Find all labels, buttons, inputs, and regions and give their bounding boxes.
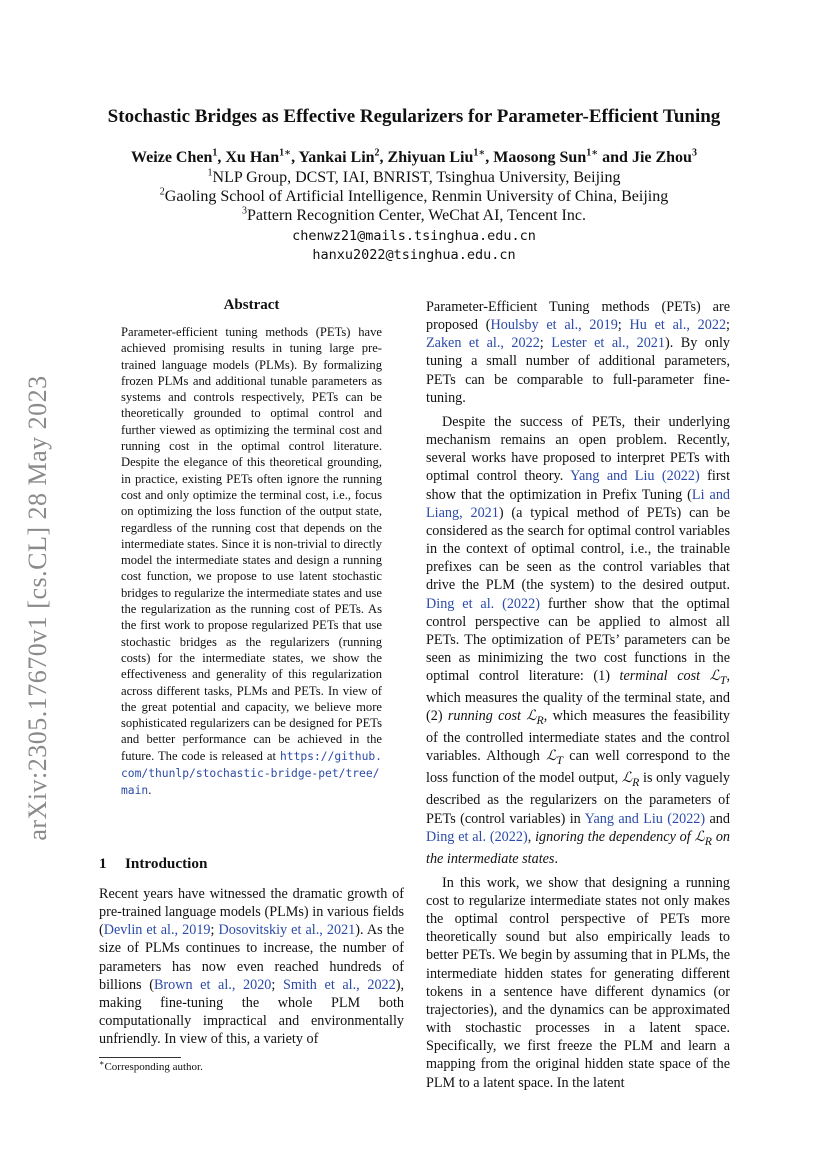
affiliation-text: Gaoling School of Artificial Intelligence, Renmin University of China, Beijing: [164, 188, 669, 205]
author: and Jie Zhou: [602, 149, 692, 166]
affiliation-text: NLP Group, DCST, IAI, BNRIST, Tsinghua University, Beijing: [212, 169, 621, 186]
affiliation-sup: 1: [207, 167, 213, 179]
citation-link[interactable]: Smith et al., 2022: [282, 976, 396, 993]
abstract-text: Parameter-efficient tuning methods (PETs) have achieved promising results in tuning large pre-trained language models (PLMs). By formalizing frozen PLMs and additional tunable parameters as systems and controls respectively, PETs can be theoretically grounded to optimal control and further viewed as optimizing the terminal cost and running cost in the optimal control literature. Despite the elegance of this theoretical grounding, in practice, existing PETs often ignore the running cost and only optimize the terminal cost, i.e., focus on optimizing the loss function of the output state, regardless of the running cost that depends on the intermediate states. Since it is non-trivial to directly model the intermediate states and design a running cost function, we propose to use latent stochastic bridges to regularize the intermediate states and use the regularization as the running cost of PETs. As the first work to propose regularized PETs that use stochastic bridges as the regularizers (running costs) for the intermediate states, we show the effectiveness and generality of this regularization across different tasks, PLMs and PETs. In view of the great potential and capacity, we believe more sophisticated regularizers can be designed for PETs and better performance can be achieved in the future. The code is released at: [121, 325, 382, 763]
math-char: ℒ: [709, 668, 720, 685]
text: ignoring the dependency of: [535, 828, 695, 845]
text: and: [705, 810, 730, 827]
citation-link[interactable]: Brown et al., 2020: [153, 976, 272, 993]
math-sub: T: [556, 753, 563, 768]
footnote-rule: [99, 1057, 181, 1058]
text: first show that the optimization in Prefix Tuning (: [426, 468, 731, 503]
text: on the intermediate states: [426, 828, 731, 867]
text: ;: [539, 335, 552, 352]
math-char: ℒ: [546, 748, 557, 765]
right-column: [426, 298, 730, 1092]
author-sup: 1: [212, 147, 218, 159]
text: Recent years have witnessed the dramatic growth of pre-trained language models (PLMs) in various fields (: [99, 886, 404, 939]
affiliation-sup: 3: [242, 205, 248, 217]
email[interactable]: hanxu2022@tsinghua.edu.cn: [312, 247, 516, 263]
footnote-mark: ∗: [99, 1058, 105, 1068]
citation-link[interactable]: Yang and Liu (2022): [584, 810, 706, 827]
section-number: 1: [99, 855, 107, 872]
text: ), making fine-tuning the whole PLM both computationally impractical and environmentally unfriendly. In view of this, a variety of: [99, 976, 405, 1048]
math-sub: R: [632, 775, 640, 790]
text: Parameter-Efficient Tuning methods (PETs) are proposed (: [426, 299, 730, 334]
affiliation-sup: 2: [159, 186, 165, 198]
paragraph: In this work, we show that designing a running cost to regularize intermediate states not only makes the optimal control perspective of PETs more theoretically sound but also empirically leads to better PETs. We begin by assuming that in PLMs, the intermediate hidden states for generating different tokens in a sentence have different dynamics (or trajectories), and the dynamics can be approximated with stochastic processes in a latent space. Specifically, we first freeze the PLM and learn a mapping from the original hidden state space of the PLM to a latent space. In the latent: [426, 874, 730, 1091]
math-sub: T: [719, 672, 727, 687]
author: Yankai Lin: [298, 149, 375, 166]
author-list: Weize Chen$^1$, Xu Han$^{1∗}$, Yankai Lin$^2$, Zhiyuan Liu$^{1∗}$, Maosong Sun$^{1∗}$ and Jie Zhou$^3$: [131, 147, 697, 166]
affiliation: [0, 169, 828, 187]
math-symbol: [709, 668, 727, 687]
citation-link[interactable]: Zaken et al., 2022: [426, 335, 540, 352]
affiliation: [0, 207, 828, 225]
email[interactable]: chenwz21@mails.tsinghua.edu.cn: [292, 228, 536, 244]
text: ). By only tuning a small number of additional parameters, PETs can be comparable to full-parameter fine-tuning.: [426, 335, 730, 406]
text: ;: [726, 317, 730, 334]
arxiv-identifier: [18, 358, 58, 858]
math-symbol: [621, 770, 640, 790]
paragraph: [426, 413, 730, 868]
citation-link[interactable]: Lester et al., 2021: [551, 335, 665, 352]
math-char: ℒ: [621, 770, 633, 787]
section-title: Introduction: [125, 855, 208, 872]
author: Weize Chen: [131, 149, 213, 166]
text: , which measures the feasibility of the controlled intermediate states and the control variables. Although: [426, 708, 731, 765]
text: ;: [210, 922, 219, 939]
author: Maosong Sun: [493, 149, 587, 166]
citation-link[interactable]: Ding et al. (2022): [426, 595, 540, 612]
paragraph: [426, 298, 730, 407]
text: , which measures the quality of the terminal state, and (2): [426, 668, 731, 725]
abstract-body: [121, 324, 382, 800]
affiliation-text: Pattern Recognition Center, WeChat AI, Tencent Inc.: [247, 207, 586, 224]
text: .: [554, 850, 558, 867]
author-sup: 2: [374, 147, 380, 159]
abstract-heading: Abstract: [223, 297, 280, 313]
math-symbol: [694, 828, 712, 848]
math-char: ℒ: [526, 708, 537, 725]
term: running cost: [447, 708, 521, 725]
footnote-text: Corresponding author.: [104, 1061, 203, 1073]
arxiv-identifier-text: arXiv:2305.17670v1 [cs.CL] 28 May 2023: [23, 375, 52, 841]
math-char: ℒ: [694, 828, 705, 845]
text: ;: [271, 976, 283, 993]
citation-link[interactable]: Li and Liang, 2021: [426, 486, 731, 521]
text: Despite the success of PETs, their underlying mechanism remains an open problem. Recently, several works have proposed to interpret PETs with optimal control theory.: [426, 413, 730, 485]
term: terminal cost: [619, 668, 701, 685]
math-sub: R: [536, 713, 544, 728]
author: Zhiyuan Liu: [387, 149, 474, 166]
citation-link[interactable]: Houlsby et al., 2019: [490, 317, 618, 334]
math-symbol: [526, 708, 544, 728]
author-sup: 1∗: [279, 147, 292, 159]
author-sup: 3: [691, 147, 697, 159]
text: ;: [617, 317, 630, 334]
citation-link[interactable]: Yang and Liu (2022): [570, 468, 700, 485]
abstract-end: .: [148, 783, 152, 798]
citation-link[interactable]: Dosovitskiy et al., 2021: [218, 922, 356, 939]
text: is only vaguely described as the regularizers on the parameters of PETs (control variables) in: [426, 770, 730, 827]
math-sub: R: [704, 833, 712, 848]
author-sup: 1∗: [473, 147, 486, 159]
math-symbol: [546, 748, 563, 768]
text: further show that the optimal control perspective can be applied to almost all PETs. The optimization of PETs’ parameters can be seen as minimizing the two cost functions in the optimal control literature: (1): [426, 595, 730, 685]
citation-link[interactable]: Ding et al. (2022): [426, 828, 528, 845]
citation-link[interactable]: Hu et al., 2022: [629, 317, 727, 334]
author-sup: 1∗: [586, 147, 599, 159]
code-link[interactable]: https://github.com/thunlp/stochastic-bridge-pet/tree/main: [121, 749, 382, 798]
author: Xu Han: [225, 149, 280, 166]
intro-paragraph: [99, 885, 404, 1048]
paper-title: Stochastic Bridges as Effective Regularizers for Parameter-Efficient Tuning: [107, 106, 721, 127]
text: ) (a typical method of PETs) can be considered as the search for optimal control variables in the context of optimal control, i.e., the trainable prefixes can be seen as the control variables that drive the PLM (the system) to the desired output.: [426, 504, 730, 594]
citation-link[interactable]: Devlin et al., 2019: [103, 922, 211, 939]
text: ,: [527, 828, 536, 845]
text: can well correspond to the loss function of the model output,: [426, 748, 730, 787]
text: ). As the size of PLMs continues to increase, the number of parameters has now even reached hundreds of billions (: [99, 922, 405, 993]
affiliation: [0, 188, 828, 206]
section-heading: [99, 855, 207, 873]
footnote: [99, 1058, 203, 1073]
